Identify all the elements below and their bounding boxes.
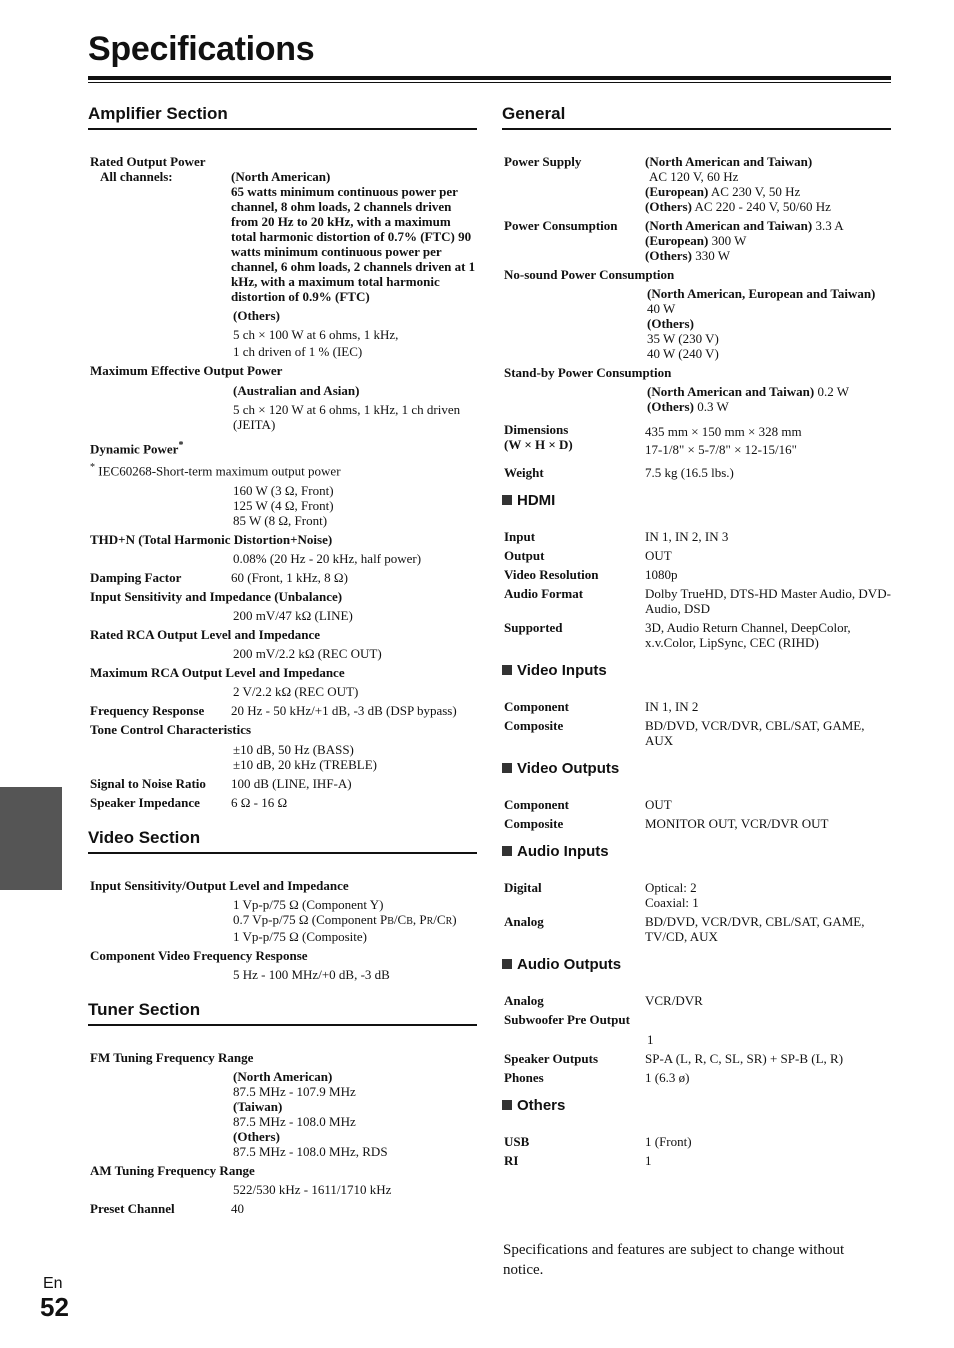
frequency-row: Frequency Response 20 Hz - 50 kHz/+1 dB, -3 dB (DSP bypass) xyxy=(90,702,457,718)
weight-row: Weight 7.5 kg (16.5 lbs.) xyxy=(504,465,734,480)
square-bullet-icon xyxy=(502,495,512,505)
speaker-impedance-row: Speaker Impedance 6 Ω - 16 Ω xyxy=(90,794,288,810)
title-rule xyxy=(88,76,891,80)
audio-inputs-heading: Audio Inputs xyxy=(502,843,891,860)
max-effective-label: Maximum Effective Output Power xyxy=(90,363,283,378)
footer-note: Specifications and features are subject to change without notice. xyxy=(503,1242,845,1278)
language-label: En xyxy=(43,1275,63,1292)
audio-outputs-heading: Audio Outputs xyxy=(502,956,891,973)
page-number: 52 xyxy=(40,1292,69,1322)
video-inputs-heading: Video Inputs xyxy=(502,662,891,679)
side-tab xyxy=(0,787,62,890)
square-bullet-icon xyxy=(502,763,512,773)
snr-row: Signal to Noise Ratio 100 dB (LINE, IHF-A) xyxy=(90,775,352,791)
rated-output-row: All channels: (North American) 65 watts minimum continuous power per channel, 8 ohm loads, 2 channels driven from 20 Hz to 20 kHz, with a maximum total harmonic distortion of 0.7% (FTC) 90 watts minimum continuous power per channel, 6 ohm loads, 2 channels driven at 1 kHz, with a maximum total harmonic distortion of 0.9% (FTC) xyxy=(100,169,476,304)
square-bullet-icon xyxy=(502,665,512,675)
square-bullet-icon xyxy=(502,846,512,856)
power-consumption-row: Power Consumption (North American and Taiwan) 3.3 A (European) 300 W (Others) 330 W xyxy=(504,218,844,263)
square-bullet-icon xyxy=(502,1100,512,1110)
right-column: General Power Supply (North American and Taiwan) AC 120 V, 60 Hz (European) AC 230 V, 50 Hz (Others) AC 220 - 240 V, 50/60 Hz Power Consumption (North American and Taiwan) 3.3 A (European) 300 W (Others) 330 W No-sound Power Consumption (North American, European and Taiwan) 40 W (Others) 35 W (230 V) 40 W (240 V) Stand-by Power Consumption (North American and Taiwan) 0.2 W (Others) 0.3 W Dimensions (W × H × D) 435 mm × 150 mm × 328 mm 17-1/8" × 5-7/8" × 12-15/16" Weight 7.5 kg (16.5 lbs.) HDMI Input IN 1, IN 2, IN 3 Output OUT Video Resolution 1080p Audio Format Dolby TrueHD, DTS-HD Master Audio, DVD-Audio, DSD Supported 3D, Audio Return Channel, DeepColor, x.v.Color, LipSync, CEC (RIHD) Video Inputs Component IN 1, IN 2 Composite BD/DVD, VCR/DVR, CBL/SAT, GAME, AUX Video Outputs Component OUT Composite MONITOR OUT, VCR/DVR OUT Audio Inputs Digital Optical: 2 Coaxial: 1 Analog BD/DVD, VCR/DVR, CBL/SAT, GAME, TV/CD, AUX Audio Outputs Analog VCR/DVR Subwoofer Pre Output 1 Speaker Outputs SP-A (L, R, C, SL, SR) + SP-B (L, R) Phones 1 (6.3 ø) Others USB 1 (Front) RI 1 xyxy=(502,104,891,1168)
preset-row: Preset Channel 40 xyxy=(90,1200,244,1216)
general-section-heading: General xyxy=(502,104,891,130)
dynamic-power-note: * IEC60268-Short-term maximum output power xyxy=(90,462,341,479)
thd-label: THD+N (Total Harmonic Distortion+Noise) xyxy=(90,531,333,547)
power-supply-row: Power Supply (North American and Taiwan) AC 120 V, 60 Hz (European) AC 230 V, 50 Hz (Others) AC 220 - 240 V, 50/60 Hz xyxy=(504,154,831,214)
hdmi-heading: HDMI xyxy=(502,492,891,509)
dynamic-power-label: Dynamic Power* xyxy=(90,440,184,457)
dimensions-row: Dimensions (W × H × D) 435 mm × 150 mm × 328 mm 17-1/8" × 5-7/8" × 12-15/16" xyxy=(504,422,802,457)
page-title: Specifications xyxy=(88,30,315,68)
title-rule-thin xyxy=(88,82,891,83)
rated-output-label: Rated Output Power xyxy=(90,154,206,169)
others-heading: Others xyxy=(502,1097,891,1114)
video-section-heading: Video Section xyxy=(88,828,477,854)
left-column: Amplifier Section Rated Output Power All channels: (North American) 65 watts minimum continuous power per channel, 8 ohm loads, 2 channels driven from 20 Hz to 20 kHz, with a maximum total harmonic distortion of 0.7% (FTC) 90 watts minimum continuous power per channel, 6 ohm loads, 2 channels driven at 1 kHz, with a maximum total harmonic distortion of 0.9% (FTC) (Others) 5 ch × 100 W at 6 ohms, 1 kHz, 1 ch driven of 1 % (IEC) Maximum Effective Output Power (Australian and Asian) 5 ch × 120 W at 6 ohms, 1 kHz, 1 ch driven (JEITA) Dynamic Power* * IEC60268-Short-term maximum output power 160 W (3 Ω, Front) 125 W (4 Ω, Front) 85 W (8 Ω, Front) THD+N (Total Harmonic Distortion+Noise) 0.08% (20 Hz - 20 kHz, half power) Damping Factor 60 (Front, 1 kHz, 8 Ω) Input Sensitivity and Impedance (Unbalance) 200 mV/47 kΩ (LINE) Rated RCA Output Level and Impedance 200 mV/2.2 kΩ (REC OUT) Maximum RCA Output Level and Impedance 2 V/2.2 kΩ (REC OUT) Frequency Response 20 Hz - 50 kHz/+1 dB, -3 dB (DSP bypass) Tone Control Characteristics ±10 dB, 50 Hz (BASS) ±10 dB, 20 kHz (TREBLE) Signal to Noise Ratio 100 dB (LINE, IHF-A) Speaker Impedance 6 Ω - 16 Ω Video Section Input Sensitivity/Output Level and Impedance 1 Vp-p/75 Ω (Component Y) 0.7 Vp-p/75 Ω (Component PB/CB, PR/CR) 1 Vp-p/75 Ω (Composite) Component Video Frequency Response 5 Hz - 100 MHz/+0 dB, -3 dB Tuner Section FM Tuning Frequency Range (North American) 87.5 MHz - 107.9 MHz (Taiwan) 87.5 MHz - 108.0 MHz (Others) 87.5 MHz - 108.0 MHz, RDS AM Tuning Frequency Range 522/530 kHz - 1611/1710 kHz Preset Channel 40 xyxy=(88,104,476,1216)
video-outputs-heading: Video Outputs xyxy=(502,760,891,777)
tuner-section-heading: Tuner Section xyxy=(88,1000,477,1026)
amplifier-section-heading: Amplifier Section xyxy=(88,104,477,130)
square-bullet-icon xyxy=(502,959,512,969)
damping-row: Damping Factor 60 (Front, 1 kHz, 8 Ω) xyxy=(90,569,348,585)
